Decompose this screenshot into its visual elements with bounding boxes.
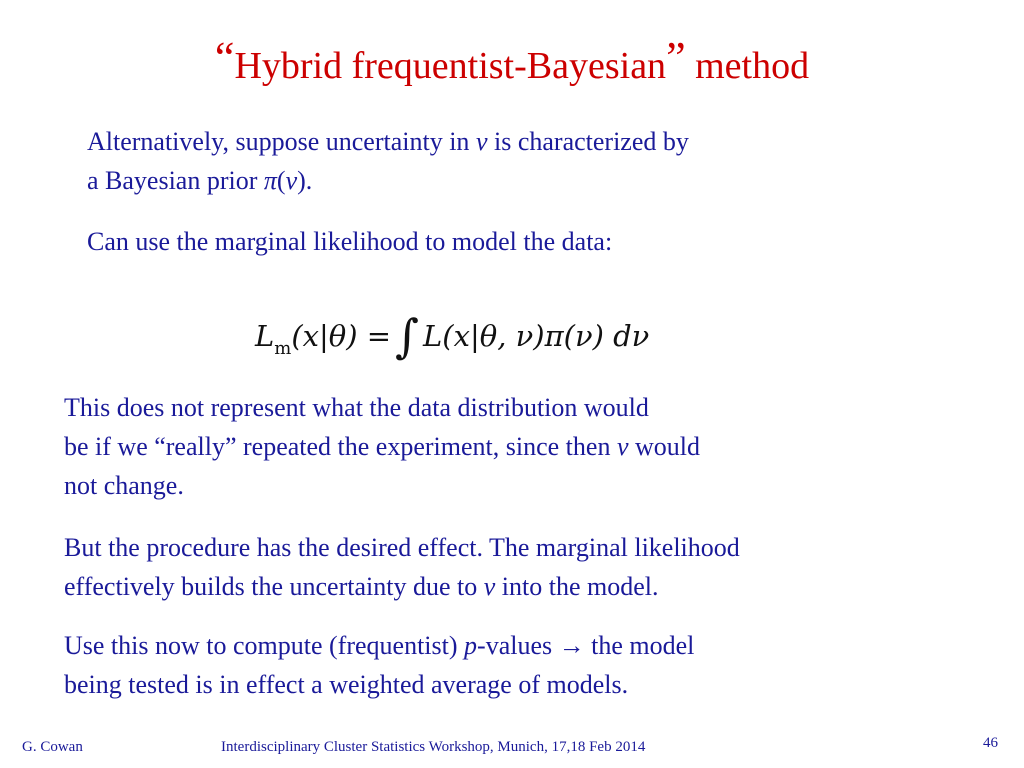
footer-event: Interdisciplinary Cluster Statistics Workshop, Munich, 17,18 Feb 2014 — [221, 739, 646, 755]
integral-sign: ∫ — [395, 309, 420, 363]
marginal-likelihood-equation — [255, 300, 649, 371]
pi-symbol: π — [263, 166, 277, 195]
title-quoted-text: Hybrid frequentist-Bayesian — [234, 45, 667, 87]
title-rest-text: method — [685, 45, 810, 87]
equation-lhs-args: (x|θ) = — [291, 319, 392, 353]
text-span: is characterized by — [487, 127, 689, 156]
text-span: ( — [276, 166, 286, 195]
paragraph-not-represent — [64, 388, 700, 505]
text-span: into the model. — [495, 572, 659, 601]
slide-title — [0, 33, 1024, 91]
nu-symbol: ν — [285, 166, 298, 195]
equation-subscript: m — [274, 338, 292, 359]
paragraph-prior-line-1 — [87, 122, 689, 161]
nu-symbol: ν — [616, 432, 629, 461]
footer-author: G. Cowan — [22, 739, 83, 755]
title-close-quote: ” — [666, 33, 686, 82]
paragraph-prior-line-2 — [87, 161, 689, 200]
paragraph-line — [64, 626, 694, 665]
text-span: would — [628, 432, 700, 461]
text-span: Alternatively, suppose uncertainty in — [87, 127, 476, 156]
paragraph-line: not change. — [64, 471, 184, 500]
paragraph-desired-effect — [64, 528, 740, 606]
text-span: be if we “really” repeated the experiment, since then — [64, 432, 617, 461]
paragraph-p-values — [64, 626, 694, 704]
p-symbol: p — [464, 631, 478, 660]
equation-lhs-L: L — [255, 319, 275, 353]
paragraph-line — [64, 567, 740, 606]
paragraph-marginal-likelihood: Can use the marginal likelihood to model the data: — [87, 227, 613, 256]
text-span: a Bayesian prior — [87, 166, 264, 195]
text-span: ). — [297, 166, 313, 195]
paragraph-line: But the procedure has the desired effect. The marginal likelihood — [64, 533, 740, 562]
text-span: effectively builds the uncertainty due to — [64, 572, 484, 601]
paragraph-line — [64, 427, 700, 466]
nu-symbol: ν — [475, 127, 488, 156]
equation-rhs: L(x|θ, ν)π(ν) dν — [423, 319, 650, 353]
page-number: 46 — [983, 735, 998, 751]
text-span: -values → the model — [477, 631, 695, 660]
text-span: Use this now to compute (frequentist) — [64, 631, 465, 660]
nu-symbol: ν — [483, 572, 496, 601]
paragraph-line: being tested is in effect a weighted average of models. — [64, 670, 629, 699]
paragraph-line: This does not represent what the data distribution would — [64, 393, 649, 422]
title-open-quote: “ — [214, 33, 235, 82]
paragraph-prior — [87, 122, 689, 200]
